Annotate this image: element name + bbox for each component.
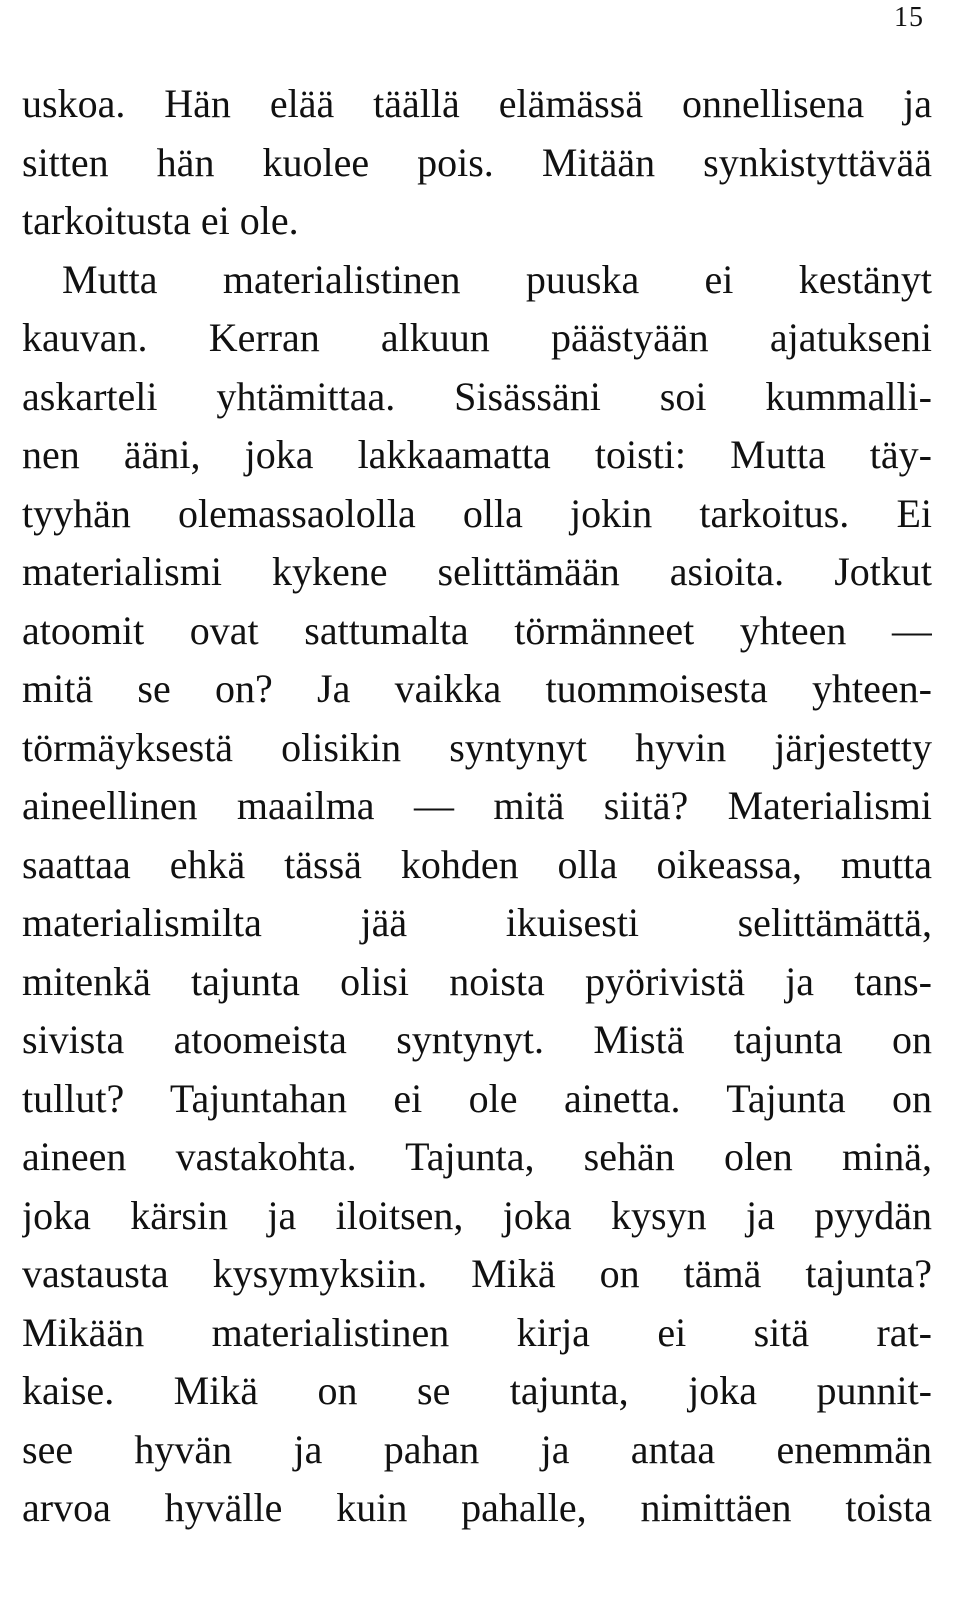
text-line: uskoa. Hän elää täällä elämässä onnellisena ja <box>22 81 932 126</box>
text-line: tyyhän olemassaololla olla jokin tarkoitus. Ei <box>22 490 932 536</box>
text-line: saattaa ehkä tässä kohden olla oikeassa, mutta <box>22 841 932 887</box>
page-number: 15 <box>894 2 924 33</box>
text-line: arvoa hyvälle kuin pahalle, nimittäen toista <box>22 1485 932 1530</box>
text-line: kauvan. Kerran alkuun päästyään ajatukseni <box>22 315 932 360</box>
text-line: törmäyksestä olisikin syntynyt hyvin järjestetty <box>22 724 932 770</box>
text-line: aineen vastakohta. Tajunta, sehän olen minä, <box>22 1134 932 1179</box>
text-line: tullut? Tajuntahan ei ole ainetta. Tajunta on <box>22 1075 932 1121</box>
body-text <box>22 75 932 1538</box>
text-line: nen ääni, joka lakkaamatta toisti: Mutta täy- <box>22 432 932 477</box>
text-line: materialismi kykene selittämään asioita. Jotkut <box>22 549 932 594</box>
text-line: materialismilta jää ikuisesti selittämättä, <box>22 900 932 945</box>
text-line: vastausta kysymyksiin. Mikä on tämä tajunta? <box>22 1251 932 1296</box>
text-line: Mikään materialistinen kirja ei sitä rat- <box>22 1309 932 1355</box>
text-line: aineellinen maailma — mitä siitä? Materialismi <box>22 783 932 828</box>
text-line: mitenkä tajunta olisi noista pyörivistä ja tans- <box>22 958 932 1004</box>
text-line: tarkoitusta ei ole. <box>22 198 299 243</box>
text-line: joka kärsin ja iloitsen, joka kysyn ja pyydän <box>22 1192 932 1238</box>
text-line: mitä se on? Ja vaikka tuommoisesta yhteen- <box>22 666 932 711</box>
text-line: kaise. Mikä on se tajunta, joka punnit- <box>22 1368 932 1413</box>
text-line: atoomit ovat sattumalta törmänneet yhteen — <box>22 607 932 653</box>
text-line: sitten hän kuolee pois. Mitään synkistyttävää <box>22 139 932 185</box>
text-line: sivista atoomeista syntynyt. Mistä tajunta on <box>22 1017 932 1062</box>
text-line: see hyvän ja pahan ja antaa enemmän <box>22 1426 932 1472</box>
text-line: Mutta materialistinen puuska ei kestänyt <box>62 256 932 302</box>
text-line: askarteli yhtämittaa. Sisässäni soi kummalli- <box>22 373 932 419</box>
